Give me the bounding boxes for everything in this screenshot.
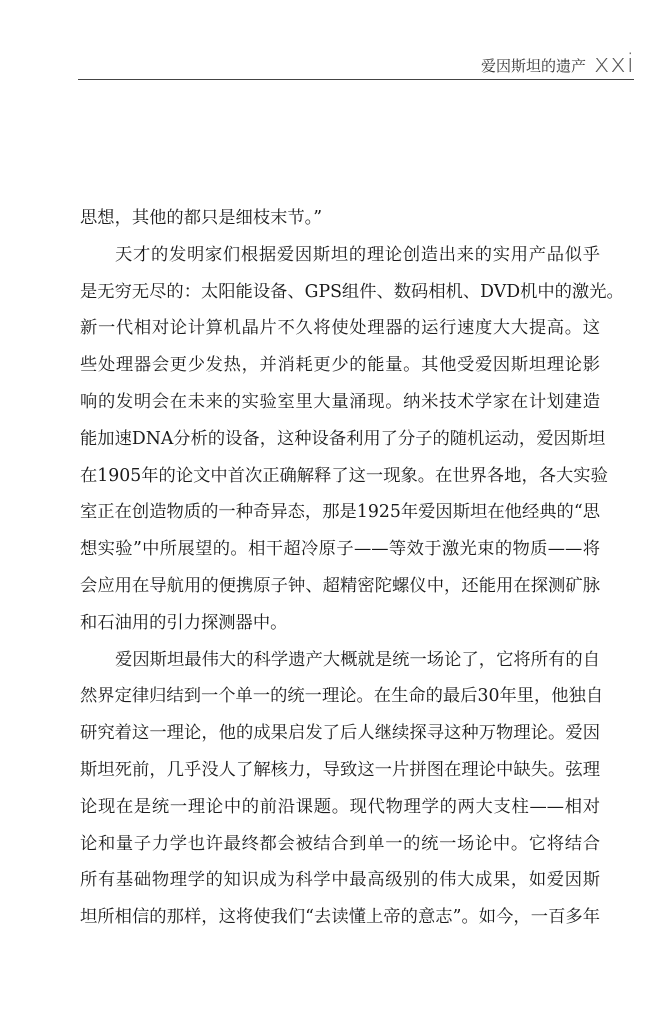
- text-line: 响的发明会在未来的实验室里大量涌现。纳米技术学家在计划建造: [80, 391, 600, 412]
- text-line: 在1905年的论文中首次正确解释了这一现象。在世界各地，各大实验: [80, 465, 608, 486]
- text-line: 想实验”中所展望的。相干超冷原子——等效于激光束的物质——将: [80, 539, 600, 560]
- text-line: 斯坦死前，几乎没人了解核力，导致这一片拼图在理论中缺失。弦理: [80, 759, 600, 780]
- text-line: 和石油用的引力探测器中。: [80, 612, 288, 633]
- text-line: 室正在创造物质的一种奇异态，那是1925年爱因斯坦在他经典的“思: [80, 502, 600, 523]
- text-line: 论现在是统一理论中的前沿课题。现代物理学的两大支柱——相对: [80, 796, 600, 817]
- text-line: 新一代相对论计算机晶片不久将使处理器的运行速度大大提高。这: [80, 318, 600, 339]
- text-line: 所有基础物理学的知识成为科学中最高级别的伟大成果，如爱因斯: [80, 870, 600, 891]
- text-line: 坦所相信的那样，这将使我们“去读懂上帝的意志”。如今，一百多年: [80, 907, 600, 928]
- text-line: 天才的发明家们根据爱因斯坦的理论创造出来的实用产品似乎: [115, 244, 600, 265]
- header-title: 爱因斯坦的遗产: [480, 57, 586, 75]
- text-line: 会应用在导航用的便携原子钟、超精密陀螺仪中，还能用在探测矿脉: [80, 575, 600, 596]
- text-line: 些处理器会更少发热，并消耗更少的能量。其他受爱因斯坦理论影: [80, 355, 600, 376]
- text-line: 论和量子力学也许最终都会被结合到单一的统一场论中。它将结合: [80, 833, 600, 854]
- text-line: 爱因斯坦最伟大的科学遗产大概就是统一场论了，它将所有的自: [115, 649, 600, 670]
- text-line: 能加速DNA分析的设备，这种设备利用了分子的随机运动，爱因斯坦: [80, 428, 606, 449]
- text-line: 然界定律归结到一个单一的统一理论。在生命的最后30年里，他独自: [80, 686, 604, 707]
- running-header: [481, 50, 635, 78]
- text-line: 研究着这一理论，他的成果启发了后人继续探寻这种万物理论。爱因: [80, 723, 600, 744]
- text-line: 是无穷无尽的：太阳能设备、GPS组件、数码相机、DVD机中的激光。: [80, 281, 624, 302]
- body-text: [80, 200, 624, 936]
- page-number: xxi: [594, 49, 635, 79]
- header-rule: [78, 79, 634, 80]
- text-line: 思想，其他的都只是细枝末节。”: [80, 208, 323, 228]
